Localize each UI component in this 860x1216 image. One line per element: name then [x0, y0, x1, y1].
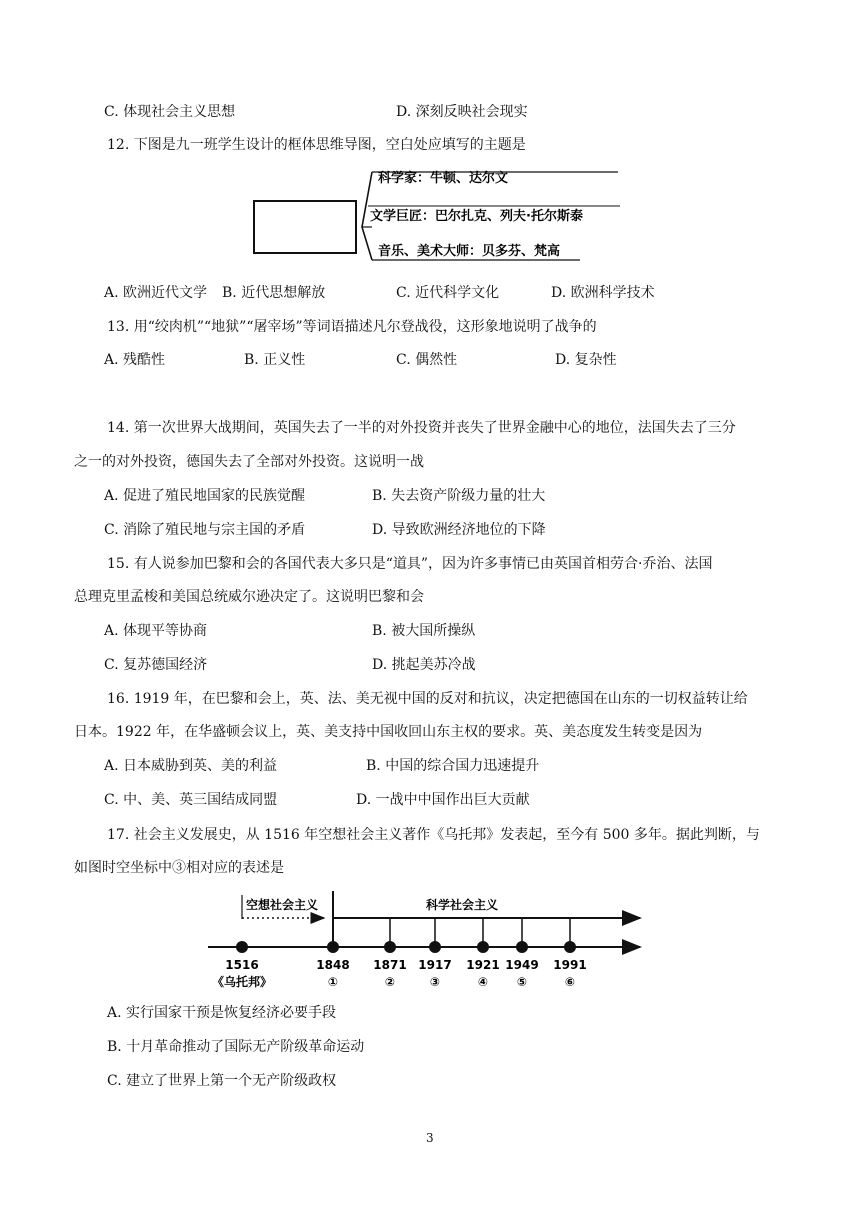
timeline-label-1516: 《乌托邦》	[211, 975, 273, 989]
q17-stem-line-2: 如图时空坐标中③相对应的表述是	[74, 860, 284, 876]
q15-option-b: B. 被大国所操纵	[372, 623, 476, 639]
timeline-label-1917: ③	[429, 975, 441, 989]
q12-option-a: A. 欧洲近代文学	[104, 285, 208, 301]
q15-option-d: D. 挑起美苏冷战	[372, 657, 476, 673]
timeline-point-1516	[236, 941, 248, 953]
q14-stem-line-1: 14. 第一次世界大战期间，英国失去了一半的对外投资并丧失了世界金融中心的地位，法国失去了三分	[107, 420, 736, 436]
q11-option-c: C. 体现社会主义思想	[104, 104, 236, 120]
q14-option-d: D. 导致欧洲经济地位的下降	[372, 522, 546, 538]
mindmap-branch-1: 科学家：牛顿、达尔文	[378, 171, 509, 186]
q12-stem: 12. 下图是九一班学生设计的框体思维导图，空白处应填写的主题是	[107, 137, 526, 153]
q16-option-b: B. 中国的综合国力迅速提升	[366, 758, 540, 774]
timeline-year-1921: 1921	[466, 958, 500, 972]
timeline-year-1516: 1516	[225, 958, 259, 972]
timeline-year-1917: 1917	[418, 958, 452, 972]
q17-timeline	[200, 885, 660, 995]
timeline-label-1991: ⑥	[564, 975, 576, 989]
timeline-year-1949: 1949	[505, 958, 539, 972]
timeline-point-1848	[327, 941, 339, 953]
q13-option-a: A. 残酷性	[104, 352, 166, 368]
timeline-point-1921	[477, 941, 489, 953]
q13-option-c: C. 偶然性	[396, 352, 458, 368]
timeline-year-1871: 1871	[373, 958, 407, 972]
timeline-label-1848: ①	[327, 975, 339, 989]
q11-option-d: D. 深刻反映社会现实	[396, 104, 528, 120]
q16-option-d: D. 一战中中国作出巨大贡献	[356, 792, 530, 808]
timeline-label-1871: ②	[384, 975, 396, 989]
q14-option-c: C. 消除了殖民地与宗主国的矛盾	[104, 522, 306, 538]
timeline-year-1848: 1848	[316, 958, 350, 972]
q15-option-a: A. 体现平等协商	[104, 623, 208, 639]
q16-stem-line-1: 16. 1919 年，在巴黎和会上，英、法、美无视中国的反对和抗议，决定把德国在山东的一切权益转让给	[107, 691, 748, 707]
mindmap-blank-box	[254, 201, 356, 253]
q15-option-c: C. 复苏德国经济	[104, 657, 208, 673]
label-scientific-socialism: 科学社会主义	[426, 898, 499, 912]
q13-stem: 13. 用“绞肉机”“地狱”“屠宰场”等词语描述凡尔登战役，这形象地说明了战争的	[107, 319, 597, 335]
timeline-point-1949	[516, 941, 528, 953]
timeline-point-1917	[429, 941, 441, 953]
q16-option-a: A. 日本威胁到英、美的利益	[104, 758, 278, 774]
timeline-point-1991	[564, 941, 576, 953]
q15-stem-line-1: 15. 有人说参加巴黎和会的各国代表大多只是“道具”，因为许多事情已由英国首相劳合·乔治、法国	[107, 556, 713, 572]
q12-mindmap	[250, 162, 630, 268]
q12-option-d: D. 欧洲科学技术	[551, 285, 655, 301]
q12-option-c: C. 近代科学文化	[396, 285, 500, 301]
mindmap-branch-2: 文学巨匠：巴尔扎克、列夫·托尔斯泰	[370, 209, 583, 224]
q16-stem-line-2: 日本。1922 年，在华盛顿会议上，英、美支持中国收回山东主权的要求。英、美态度发生转变是因为	[74, 724, 703, 740]
q14-option-b: B. 失去资产阶级力量的壮大	[372, 488, 546, 504]
q13-option-b: B. 正义性	[244, 352, 306, 368]
timeline-label-1921: ④	[477, 975, 489, 989]
q12-option-b: B. 近代思想解放	[222, 285, 326, 301]
q16-option-c: C. 中、美、英三国结成同盟	[104, 792, 278, 808]
label-utopian-socialism: 空想社会主义	[246, 898, 319, 912]
q15-stem-line-2: 总理克里孟梭和美国总统威尔逊决定了。这说明巴黎和会	[74, 589, 424, 605]
timeline-point-1871	[384, 941, 396, 953]
q14-option-a: A. 促进了殖民地国家的民族觉醒	[104, 488, 306, 504]
q17-option-c: C. 建立了世界上第一个无产阶级政权	[107, 1073, 337, 1089]
timeline-year-1991: 1991	[553, 958, 587, 972]
q17-stem-line-1: 17. 社会主义发展史，从 1516 年空想社会主义著作《乌托邦》发表起，至今有 500 多年。据此判断，与	[107, 827, 760, 843]
q13-option-d: D. 复杂性	[555, 352, 617, 368]
q17-option-a: A. 实行国家干预是恢复经济必要手段	[107, 1005, 337, 1021]
mindmap-branch-3: 音乐、美术大师：贝多芬、梵高	[378, 244, 561, 259]
timeline-label-1949: ⑤	[516, 975, 528, 989]
q14-stem-line-2: 之一的对外投资，德国失去了全部对外投资。这说明一战	[74, 454, 424, 470]
q17-option-b: B. 十月革命推动了国际无产阶级革命运动	[107, 1039, 365, 1055]
page-number: 3	[426, 1131, 434, 1145]
